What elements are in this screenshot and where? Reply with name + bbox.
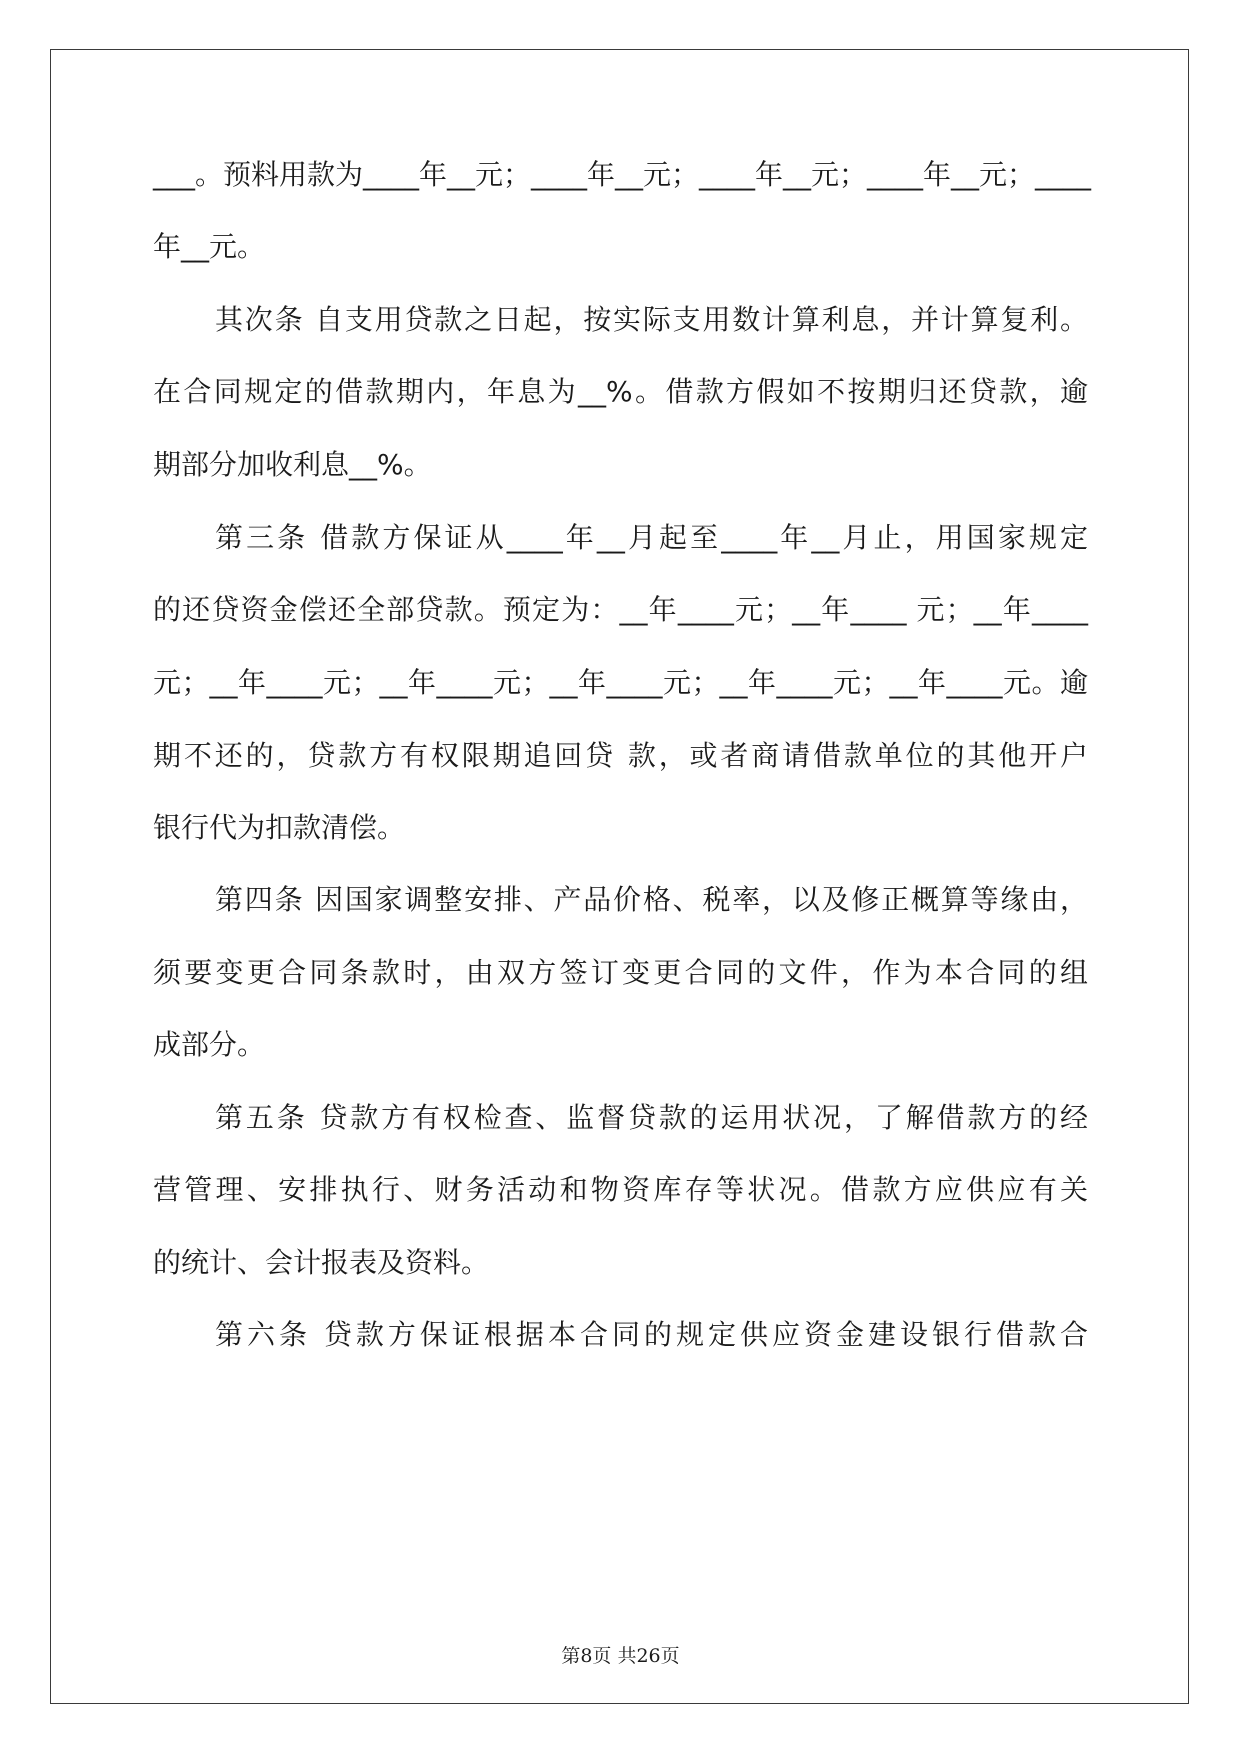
text-line: 第三条 借款方保证从____年__月起至____年__月止，用国家规定: [215, 521, 1088, 554]
text-line: 元；__年____元；__年____元；__年____元；__年____元；__年____元。逾: [153, 666, 1088, 699]
text-line: 营管理、安排执行、财务活动和物资库存等状况。借款方应供应有关: [153, 1173, 1088, 1206]
text-line: ___。预料用款为____年__元；____年__元；____年__元；____年__元；____: [153, 158, 1092, 191]
text-line: 的统计、会计报表及资料。: [153, 1246, 490, 1279]
text-line: 第四条 因国家调整安排、产品价格、税率，以及修正概算等缘由，: [215, 883, 1088, 916]
text-line: 期部分加收利息__%。: [153, 448, 432, 481]
text-line: 第六条 贷款方保证根据本合同的规定供应资金建设银行借款合: [215, 1318, 1088, 1351]
text-line: 第五条 贷款方有权检查、监督贷款的运用状况，了解借款方的经: [215, 1101, 1088, 1134]
text-line: 在合同规定的借款期内，年息为__%。借款方假如不按期归还贷款，逾: [153, 375, 1088, 408]
page-border: [50, 49, 1189, 1704]
text-line: 银行代为扣款清偿。: [153, 811, 406, 844]
text-line: 其次条 自支用贷款之日起，按实际支用数计算利息，并计算复利。: [215, 303, 1088, 336]
text-line: 期不还的，贷款方有权限期追回贷 款，或者商请借款单位的其他开户: [153, 739, 1088, 772]
page-number: 第8页 共26页: [561, 1645, 680, 1667]
text-line: 年__元。: [153, 230, 266, 263]
text-line: 的还贷资金偿还全部贷款。预定为：__年____元；__年____ 元；__年____: [153, 593, 1088, 626]
text-line: 成部分。: [153, 1028, 266, 1061]
text-line: 须要变更合同条款时，由双方签订变更合同的文件，作为本合同的组: [153, 956, 1088, 989]
